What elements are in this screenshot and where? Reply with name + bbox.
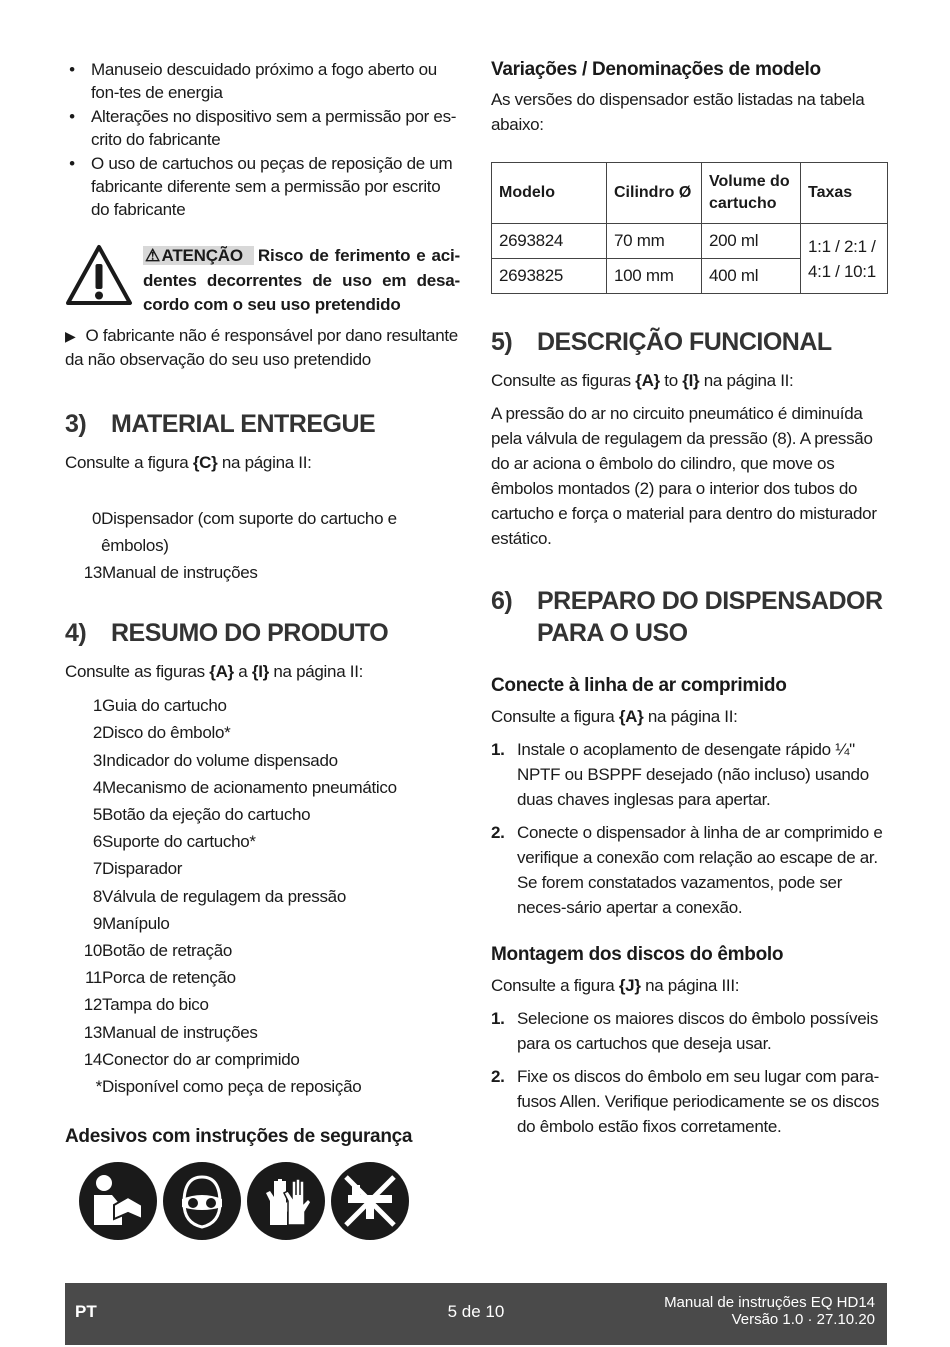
warning-note: ▶ O fabricante não é responsável por dano resultante da não observação do seu uso pretendido	[65, 325, 458, 369]
list-item: • O uso de cartuchos ou peças de reposição de um fabricante diferente sem a permissão por escrito do fabricante	[69, 154, 453, 219]
language-code: PT	[75, 1302, 97, 1321]
list-item: 2. Fixe os discos do êmbolo em seu lugar com para-fusos Allen. Verifique periodicamente se os discos do êmbolo estão fixos corretamente.	[491, 1067, 880, 1136]
no-disassembly-icon	[331, 1162, 409, 1240]
arrow-right-icon: ▶	[65, 327, 76, 344]
warning-triangle-icon	[65, 244, 143, 318]
right-column	[491, 0, 888, 1147]
list-item: 0 Dispensador (com suporte do cartucho e êmbolos)	[91, 508, 397, 555]
table-cell: 200 ml	[702, 224, 801, 259]
table-cell: 2693825	[492, 259, 607, 294]
list-item: 1. Instale o acoplamento de desengate rápido ¼" NPTF ou BSPPF desejado (não incluso) usando duas chaves inglesas para apertar.	[491, 740, 869, 809]
list-item: 3 Indicador do volume dispensado	[92, 750, 338, 770]
table-row	[492, 224, 888, 259]
list-item: 8 Válvula de regulagem da pressão	[92, 886, 346, 906]
page-footer	[65, 1283, 887, 1345]
table-cell-rates: 1:1 / 2:1 / 4:1 / 10:1	[801, 224, 888, 294]
air-line-heading: Conecte à linha de ar comprimido	[491, 675, 787, 696]
list-item: 2 Disco do êmbolo*	[92, 723, 231, 743]
section-4-heading: 4) RESUMO DO PRODUTO	[65, 619, 389, 648]
list-item: 9 Manípulo	[92, 913, 170, 933]
list-item: • Alterações no dispositivo sem a permissão por es-crito do fabricante	[69, 107, 457, 149]
section-4-reference: Consulte as figuras {A} a {I} na página II:	[65, 662, 364, 682]
list-item: * Disponível como peça de reposição	[95, 1076, 362, 1096]
list-item: • Manuseio descuidado próximo a fogo aberto ou fon-tes de energia	[69, 60, 437, 102]
table-header: Modelo	[492, 163, 607, 224]
read-manual-icon	[79, 1162, 157, 1240]
list-item: 4 Mecanismo de acionamento pneumático	[92, 777, 397, 797]
air-line-steps	[491, 737, 888, 920]
section-5-reference: Consulte as figuras {A} to {I} na página II:	[491, 371, 794, 390]
section-6-heading: 6) PREPARO DO DISPENSADOR PARA O USO	[491, 587, 883, 647]
page-number: 5 de 10	[447, 1302, 505, 1321]
manual-info: Manual de instruções EQ HD14 Versão 1.0 · 27.10.20	[664, 1294, 875, 1328]
table-cell: 100 mm	[607, 259, 702, 294]
list-item: 7 Disparador	[92, 859, 183, 879]
safety-stickers-heading: Adesivos com instruções de segurança	[65, 1126, 413, 1148]
list-item: 6 Suporte do cartucho*	[92, 832, 256, 852]
list-item: 14 Conector do ar comprimido	[83, 1049, 300, 1069]
table-cell: 70 mm	[607, 224, 702, 259]
list-item: 12 Tampa do bico	[83, 995, 209, 1015]
variations-intro: As versões do dispensador estão listadas na tabela abaixo:	[491, 90, 865, 134]
list-item: 5 Botão da ejeção do cartucho	[92, 804, 311, 824]
hazard-bullet-list	[65, 58, 460, 221]
table-header: Volume do cartucho	[702, 163, 801, 224]
air-line-reference: Consulte a figura {A} na página II:	[491, 707, 738, 726]
list-item: 11 Porca de retenção	[84, 968, 236, 988]
safety-goggles-icon	[163, 1162, 241, 1240]
table-header-row	[492, 163, 888, 224]
section-5-heading: 5) DESCRIÇÃO FUNCIONAL	[491, 328, 832, 356]
table-cell: 400 ml	[702, 259, 801, 294]
list-item: 1 Guia do cartucho	[92, 696, 227, 716]
warning-badge: ⚠ATENÇÃO	[143, 246, 254, 265]
plunger-discs-steps	[491, 1006, 888, 1139]
plunger-discs-heading: Montagem dos discos do êmbolo	[491, 944, 784, 965]
safety-icons-row	[79, 1162, 460, 1240]
section-5-paragraph: A pressão do ar no circuito pneumático é diminuída pela válvula de regulagem da pressão (8). A pressão do ar aciona o êmbolo do cilindro, que move os êmbolos montados (2) para o interior dos tubos do cartucho e força o material para dentro do misturador estático.	[491, 404, 877, 548]
list-item: 13 Manual de instruções	[83, 562, 258, 582]
delivered-items-list	[65, 505, 460, 587]
list-item: 1. Selecione os maiores discos do êmbolo possíveis para os cartuchos que deseja usar.	[491, 1009, 879, 1053]
protective-gloves-icon	[247, 1162, 325, 1240]
table-header: Cilindro Ø	[607, 163, 702, 224]
plunger-discs-reference: Consulte a figura {J} na página III:	[491, 976, 740, 995]
warning-small-icon: ⚠	[145, 246, 162, 265]
list-item: 10 Botão de retração	[83, 940, 233, 960]
warning-text: Risco de ferimento e aci-dentes decorrentes de uso em desa-cordo com o seu uso pretendido	[143, 246, 461, 314]
section-3-heading: 3) MATERIAL ENTREGUE	[65, 409, 376, 438]
table-cell: 2693824	[492, 224, 607, 259]
warning-block	[65, 244, 460, 318]
variations-heading: Variações / Denominações de modelo	[491, 59, 821, 80]
left-column	[65, 0, 460, 1240]
section-3-reference: Consulte a figura {C} na página II:	[65, 452, 312, 472]
list-item: 13 Manual de instruções	[83, 1022, 258, 1042]
list-item: 2. Conecte o dispensador à linha de ar comprimido e verifique a conexão com relação ao escape de ar. Se forem constatados vazamentos, pode ser neces-sário apertar a conexão.	[491, 823, 883, 917]
model-table	[491, 162, 888, 294]
table-header: Taxas	[801, 163, 888, 224]
product-parts-list	[65, 692, 460, 1100]
